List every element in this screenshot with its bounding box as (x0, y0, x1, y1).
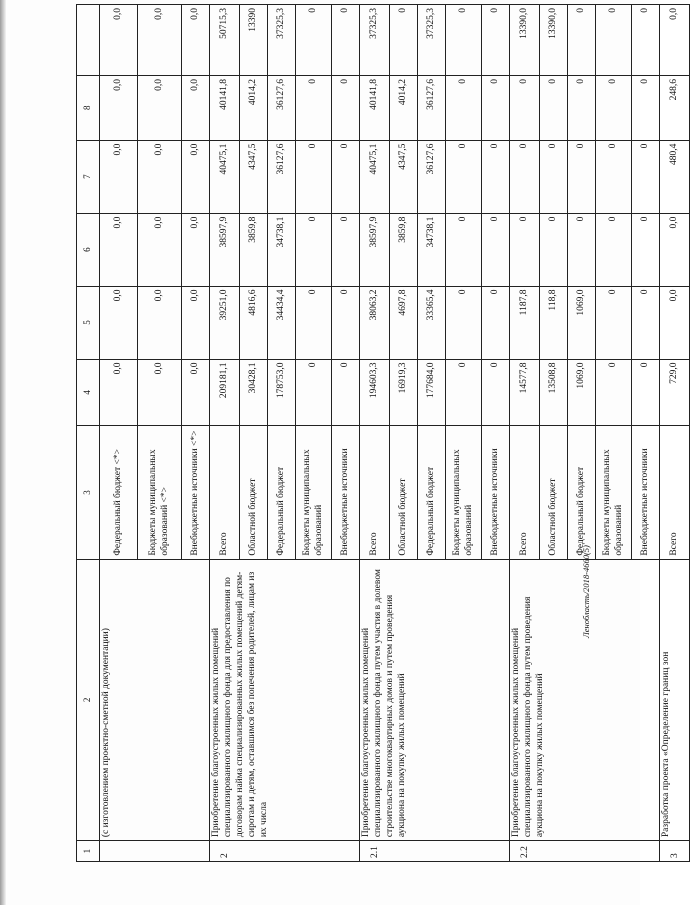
value-cell: 729,0 (660, 359, 690, 426)
value-cell: 13390,0 (540, 5, 568, 76)
value-cell: 0 (632, 140, 660, 213)
value-cell: 194603,3 (360, 359, 390, 426)
value-cell: 0 (632, 286, 660, 359)
value-cell: 30428,1 (240, 359, 268, 426)
header-cell: 5 (77, 286, 100, 359)
value-cell: 480,4 (660, 140, 690, 213)
item-number-cell: 2 (210, 841, 360, 862)
funding-source-cell: Внебюджетные источники (332, 426, 360, 559)
funding-source-cell: Бюджеты муниципальных образований (596, 426, 632, 559)
value-cell: 0 (540, 75, 568, 140)
item-number-cell: 3 (660, 841, 690, 862)
value-cell: 0 (332, 5, 360, 76)
value-cell: 38063,2 (360, 286, 390, 359)
value-cell: 34738,1 (418, 213, 446, 286)
value-cell: 14577,8 (510, 359, 540, 426)
value-cell: 39251,0 (210, 286, 240, 359)
funding-source-cell: Бюджеты муниципальных образований (446, 426, 482, 559)
header-cell (77, 5, 100, 76)
value-cell: 0,0 (182, 140, 210, 213)
value-cell: 0 (332, 140, 360, 213)
item-description-cell: Приобретение благоустроенных жилых помещений специализированного жилищного фонда для предоставления по договорам найма специализированных жилых помещений детям-сиротам и детям, оставшимся без попечения родителей, лицам из их числа (210, 559, 360, 840)
value-cell: 177684,0 (418, 359, 446, 426)
value-cell: 0 (596, 140, 632, 213)
value-cell: 0 (568, 75, 596, 140)
value-cell: 4014,2 (390, 75, 418, 140)
value-cell: 0 (446, 359, 482, 426)
value-cell: 0,0 (100, 359, 138, 426)
funding-source-cell: Федеральный бюджет (268, 426, 296, 559)
table-row (100, 5, 138, 862)
value-cell: 34434,4 (268, 286, 296, 359)
value-cell: 0 (332, 359, 360, 426)
value-cell: 0,0 (138, 140, 182, 213)
value-cell: 13508,8 (540, 359, 568, 426)
value-cell: 0 (296, 75, 332, 140)
value-cell: 0 (510, 75, 540, 140)
header-cell: 3 (77, 426, 100, 559)
funding-source-cell: Областной бюджет (390, 426, 418, 559)
value-cell: 0 (482, 213, 510, 286)
header-cell: 1 (77, 841, 100, 862)
funding-source-cell: Всего (510, 426, 540, 559)
table-row (510, 5, 540, 862)
value-cell: 0 (446, 286, 482, 359)
value-cell: 0 (446, 5, 482, 76)
value-cell: 118,8 (540, 286, 568, 359)
value-cell: 0 (332, 286, 360, 359)
value-cell: 4014,2 (240, 75, 268, 140)
item-description-cell: (с изготовлением проектно-сметной документации) (100, 559, 210, 840)
value-cell: 0 (446, 213, 482, 286)
value-cell: 178753,0 (268, 359, 296, 426)
value-cell: 0,0 (182, 213, 210, 286)
funding-source-cell: Бюджеты муниципальных образований (296, 426, 332, 559)
value-cell: 0 (482, 140, 510, 213)
value-cell: 0 (540, 213, 568, 286)
value-cell: 40475,1 (210, 140, 240, 213)
value-cell: 3859,8 (240, 213, 268, 286)
funding-source-cell: Федеральный бюджет <*> (100, 426, 138, 559)
item-number-cell (100, 841, 210, 862)
value-cell: 0,0 (182, 75, 210, 140)
value-cell: 0,0 (182, 5, 210, 76)
value-cell: 0 (446, 140, 482, 213)
rotated-table-container (76, 4, 680, 862)
table-row (360, 5, 390, 862)
value-cell: 0,0 (138, 213, 182, 286)
value-cell: 0 (510, 140, 540, 213)
value-cell: 0 (332, 213, 360, 286)
funding-source-cell: Областной бюджет (540, 426, 568, 559)
funding-source-cell: Федеральный бюджет (568, 426, 596, 559)
value-cell: 0 (596, 75, 632, 140)
value-cell: 13390,0 (510, 5, 540, 76)
funding-source-cell: Всего (360, 426, 390, 559)
value-cell: 0,0 (182, 359, 210, 426)
value-cell: 0,0 (100, 75, 138, 140)
scan-edge-shadow (0, 0, 6, 905)
value-cell: 0 (482, 5, 510, 76)
value-cell: 37325,3 (418, 5, 446, 76)
value-cell: 0 (296, 286, 332, 359)
header-row (77, 5, 100, 862)
funding-source-cell: Внебюджетные источники (482, 426, 510, 559)
value-cell: 209181,1 (210, 359, 240, 426)
value-cell: 0 (446, 75, 482, 140)
value-cell: 0 (296, 140, 332, 213)
value-cell: 0 (596, 213, 632, 286)
value-cell: 13390 (240, 5, 268, 76)
header-cell: 6 (77, 213, 100, 286)
value-cell: 34738,1 (268, 213, 296, 286)
value-cell: 0 (296, 213, 332, 286)
value-cell: 36127,6 (418, 75, 446, 140)
value-cell: 0,0 (138, 5, 182, 76)
value-cell: 4347,5 (240, 140, 268, 213)
value-cell: 0 (568, 140, 596, 213)
value-cell: 50715,3 (210, 5, 240, 76)
value-cell: 0 (596, 359, 632, 426)
header-cell: 7 (77, 140, 100, 213)
value-cell: 4347,5 (390, 140, 418, 213)
item-number-cell: 2.1 (360, 841, 510, 862)
item-number-cell: 2.2 (510, 841, 660, 862)
funding-source-cell: Всего (210, 426, 240, 559)
value-cell: 38597,9 (360, 213, 390, 286)
value-cell: 0 (632, 213, 660, 286)
value-cell: 0 (540, 140, 568, 213)
value-cell: 38597,9 (210, 213, 240, 286)
item-description-cell: Приобретение благоустроенных жилых помещений специализированного жилищного фонда путем проведения аукциона на покупку жилых помещений (510, 559, 660, 840)
value-cell: 40141,8 (360, 75, 390, 140)
value-cell: 40475,1 (360, 140, 390, 213)
value-cell: 0,0 (100, 5, 138, 76)
value-cell: 33365,4 (418, 286, 446, 359)
header-cell: 2 (77, 559, 100, 840)
value-cell: 0 (568, 5, 596, 76)
value-cell: 0 (332, 75, 360, 140)
table-row (660, 5, 690, 862)
value-cell: 248,6 (660, 75, 690, 140)
value-cell: 0,0 (660, 213, 690, 286)
value-cell: 0 (296, 5, 332, 76)
value-cell: 37325,3 (360, 5, 390, 76)
value-cell: 0 (632, 359, 660, 426)
value-cell: 16919,3 (390, 359, 418, 426)
value-cell: 0 (632, 75, 660, 140)
value-cell: 36127,6 (268, 75, 296, 140)
value-cell: 0 (296, 359, 332, 426)
value-cell: 40141,8 (210, 75, 240, 140)
value-cell: 36127,6 (268, 140, 296, 213)
value-cell: 0 (482, 286, 510, 359)
value-cell: 0 (482, 359, 510, 426)
value-cell: 0 (596, 5, 632, 76)
value-cell: 0,0 (138, 286, 182, 359)
value-cell: 0,0 (138, 359, 182, 426)
value-cell: 0 (482, 75, 510, 140)
value-cell: 0,0 (182, 286, 210, 359)
value-cell: 0 (568, 213, 596, 286)
funding-source-cell: Внебюджетные источники <*> (182, 426, 210, 559)
value-cell: 1187,8 (510, 286, 540, 359)
value-cell: 1069,0 (568, 359, 596, 426)
value-cell: 0 (510, 213, 540, 286)
document-footer-note: Ленобласть/2018-4660(5) (581, 545, 591, 638)
table-row (210, 5, 240, 862)
header-cell: 4 (77, 359, 100, 426)
funding-source-cell: Федеральный бюджет (418, 426, 446, 559)
value-cell: 0,0 (138, 75, 182, 140)
value-cell: 0 (632, 5, 660, 76)
funding-source-cell: Бюджеты муниципальных образований <*> (138, 426, 182, 559)
value-cell: 4697,8 (390, 286, 418, 359)
value-cell: 0,0 (100, 140, 138, 213)
budget-table (76, 4, 690, 862)
value-cell: 0 (390, 5, 418, 76)
value-cell: 36127,6 (418, 140, 446, 213)
value-cell: 0,0 (100, 286, 138, 359)
header-cell: 8 (77, 75, 100, 140)
item-description-cell: Разработка проекта «Определение границ зон (660, 559, 690, 840)
funding-source-cell: Всего (660, 426, 690, 559)
funding-source-cell: Внебюджетные источники (632, 426, 660, 559)
value-cell: 0,0 (660, 5, 690, 76)
funding-source-cell: Областной бюджет (240, 426, 268, 559)
value-cell: 37325,3 (268, 5, 296, 76)
item-description-cell: Приобретение благоустроенных жилых помещений специализированного жилищного фонда путем участия в долевом строительстве многоквартирных домов и путем проведения аукциона на покупку жилых помещений (360, 559, 510, 840)
value-cell: 4816,6 (240, 286, 268, 359)
value-cell: 1069,0 (568, 286, 596, 359)
value-cell: 0,0 (100, 213, 138, 286)
value-cell: 0 (596, 286, 632, 359)
value-cell: 3859,8 (390, 213, 418, 286)
value-cell: 0,0 (660, 286, 690, 359)
